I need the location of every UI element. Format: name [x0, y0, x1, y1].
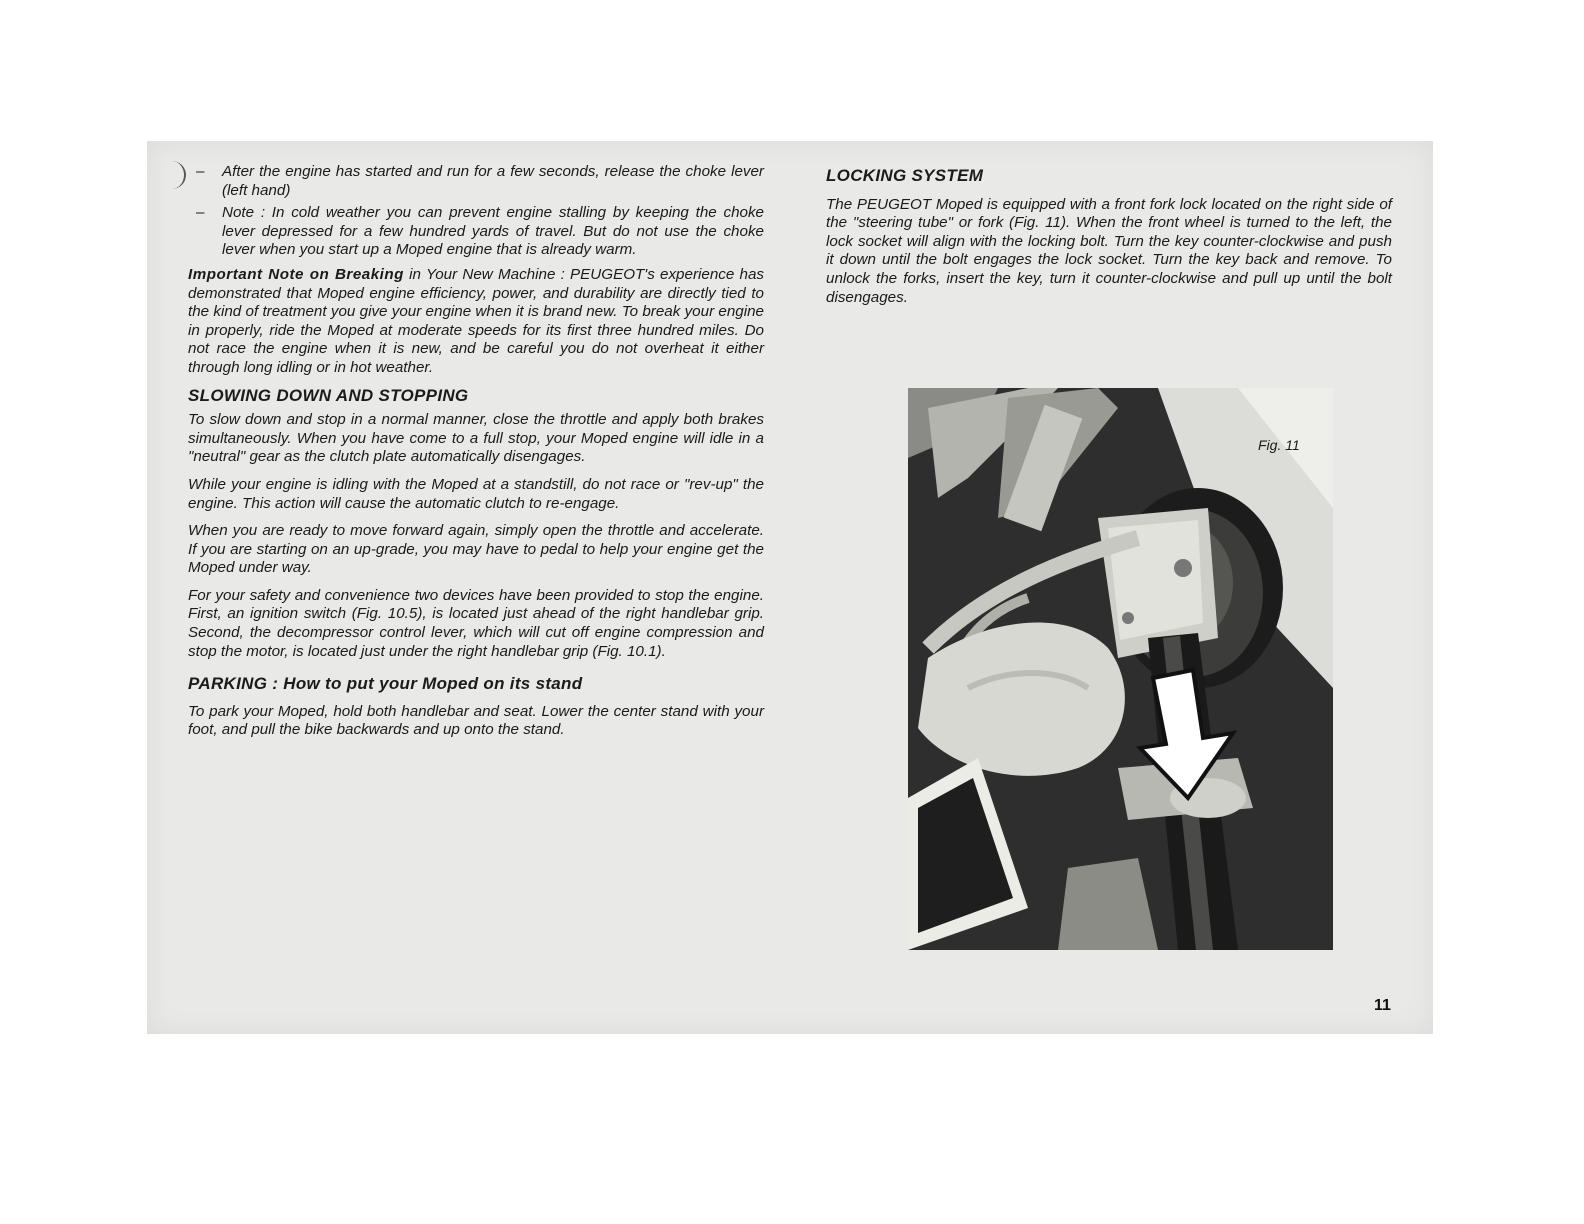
bullet-item: [188, 163, 764, 200]
slowing-paragraph: To slow down and stop in a normal manner, close the throttle and apply both brakes simultaneously. When you have come to a full stop, your Moped engine will idle in a "neutral" gear as the clutch plate automatically disengages.: [188, 411, 764, 466]
break-in-lead: Important Note on Breaking: [188, 265, 404, 283]
right-column: [826, 163, 1392, 316]
bullet-marker: –: [196, 204, 205, 222]
parking-heading: PARKING : How to put your Moped on its stand: [188, 674, 583, 694]
bullet-marker: –: [196, 163, 205, 180]
parking-paragraph: To park your Moped, hold both handlebar and seat. Lower the center stand with your foot, and pull the bike backwards and up onto the stand.: [188, 702, 764, 739]
choke-release-text: After the engine has started and run for a few seconds, release the choke lever (left hand): [222, 163, 764, 199]
bullet-item: [188, 204, 764, 260]
locking-heading: LOCKING SYSTEM: [826, 166, 984, 185]
figure-label: Fig. 11: [1258, 437, 1300, 453]
break-in-paragraph: [188, 266, 764, 378]
locking-paragraph: The PEUGEOT Moped is equipped with a front fork lock located on the right side of the "steering tube" or fork (Fig. 11). When the front wheel is turned to the left, the lock socket will align with the locking bolt. Turn the key counter-clockwise and push it down until the bolt engages the lock socket. Turn the key back and remove. To unlock the forks, insert the key, turn it counter-clockwise and pull up until the bolt disengages.: [826, 195, 1392, 306]
slowing-paragraph: When you are ready to move forward again, simply open the throttle and accelerate. If you are starting on an up-grade, you may have to pedal to help your engine get the Moped under way.: [188, 522, 764, 577]
fork-lock-photo: [908, 388, 1333, 950]
slowing-paragraph: For your safety and convenience two devices have been provided to stop the engine. First, an ignition switch (Fig. 10.5), is located just ahead of the right handlebar grip. Second, the decompressor control lever, which will cut off engine compression and stop the motor, is located just under the right handlebar grip (Fig. 10.1).: [188, 586, 764, 660]
left-column: [188, 163, 764, 749]
page-number: 11: [1374, 997, 1391, 1014]
break-in-text: in Your New Machine : PEUGEOT's experience has demonstrated that Moped engine efficiency, power, and durability are directly tied to the kind of treatment you give your engine when it is brand new. To break your engine in properly, ride the Moped at moderate speeds for its first three hundred miles. Do not race the engine when it is new, and be careful you do not overheat it either through long idling or in hot weather.: [188, 265, 765, 376]
slowing-heading: SLOWING DOWN AND STOPPING: [188, 385, 469, 405]
cold-weather-note: Note : In cold weather you can prevent engine stalling by keeping the choke lever depressed for a few hundred yards of travel. But do not use the choke lever when you start up a Moped engine that is already warm.: [222, 204, 764, 259]
slowing-paragraph: While your engine is idling with the Moped at a standstill, do not race or "rev-up" the engine. This action will cause the automatic clutch to re-engage.: [188, 475, 764, 512]
